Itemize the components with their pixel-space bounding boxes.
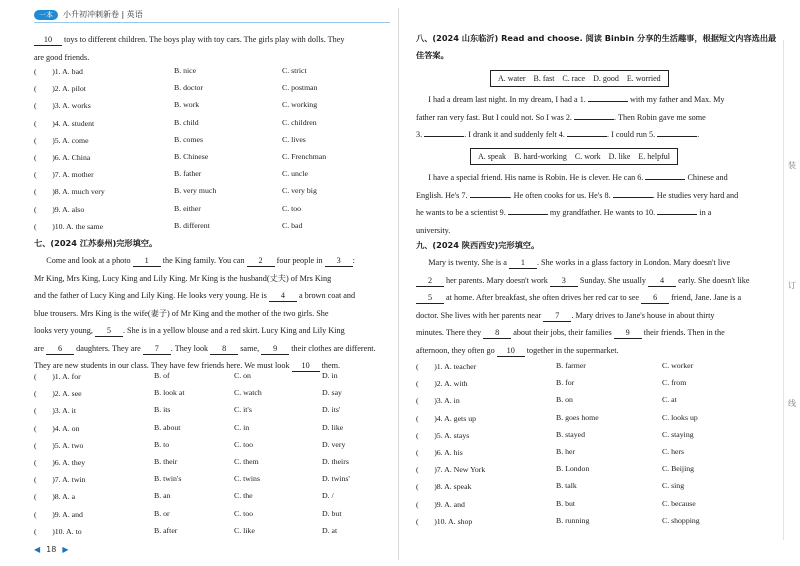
blank-10[interactable]: 10 xyxy=(292,360,320,372)
prev-page-icon[interactable]: ◀ xyxy=(34,545,41,554)
answer-line-4[interactable] xyxy=(567,136,607,137)
blank-5[interactable]: 5 xyxy=(95,325,123,337)
answer-line-9[interactable] xyxy=(508,214,548,215)
section-8-title: 八、(2024 山东临沂) Read and choose. 阅读 Binbin 分享的生活趣事，根据短文内容选出最 佳答案。 xyxy=(416,33,777,60)
page-number: 18 xyxy=(46,545,57,554)
option-row: ( )6. A. China B. Chinese C. Frenchman xyxy=(34,151,327,162)
option-row: ( )8. A. a B. an C. the D. / xyxy=(34,491,334,502)
blank-4[interactable]: 4 xyxy=(648,275,676,287)
binding-line xyxy=(783,40,784,540)
answer-line-2[interactable] xyxy=(574,119,614,120)
blank-8[interactable]: 8 xyxy=(210,343,238,355)
option-row: ( )3. A. it B. its C. it's D. its' xyxy=(34,405,341,416)
blank-2[interactable]: 2 xyxy=(416,275,444,287)
answer-line-10[interactable] xyxy=(657,214,697,215)
option-row: ( )2. A. see B. look at C. watch D. say xyxy=(34,388,342,399)
blank-2[interactable]: 2 xyxy=(247,255,275,267)
word-bank-2: A. speak B. hard-working C. work D. like E. helpful xyxy=(470,148,678,165)
section-6-options xyxy=(34,64,390,236)
blank-6[interactable]: 6 xyxy=(641,292,669,304)
blank-5[interactable]: 5 xyxy=(416,292,444,304)
blank-1[interactable]: 1 xyxy=(509,257,537,269)
option-row: ( )9. A. and B. but C. because xyxy=(416,498,696,509)
page-footer xyxy=(34,545,69,554)
blank-9[interactable]: 9 xyxy=(261,343,289,355)
option-row: ( )8. A. speak B. talk C. sing xyxy=(416,481,685,492)
option-row: ( )7. A. New York B. London C. Beijing xyxy=(416,464,695,475)
passage-8b: I have a special friend. His name is Robin. He is clever. He can 6. Chinese and English. He's 7. . He often cooks for us. He's 8. . He studies very hard and he wants to be a scientist 9. my grandfather. He wants to 10. in a university. xyxy=(416,173,739,235)
option-row: ( )2. A. with B. for C. from xyxy=(416,378,687,389)
book-logo: 一本 xyxy=(34,10,58,20)
word-bank-1: A. water B. fast C. race D. good E. worried xyxy=(490,70,669,87)
next-page-icon[interactable]: ▶ xyxy=(62,545,69,554)
answer-line-7[interactable] xyxy=(470,197,510,198)
blank-7[interactable]: 7 xyxy=(143,343,171,355)
blank-8[interactable]: 8 xyxy=(483,327,511,339)
option-row: ( )2. A. pilot B. doctor C. postman xyxy=(34,83,318,94)
option-row: ( )7. A. twin B. twin's C. twins D. twins' xyxy=(34,474,350,485)
blank-3[interactable]: 3 xyxy=(550,275,578,287)
option-row: ( )6. A. his B. her C. hers xyxy=(416,446,685,457)
option-row: ( )1. A. for B. of C. on D. in xyxy=(34,371,338,381)
option-row: ( )10. A. to B. after C. like D. at xyxy=(34,525,338,536)
blank-3[interactable]: 3 xyxy=(325,255,353,267)
page-header xyxy=(34,9,143,20)
blank-7[interactable]: 7 xyxy=(543,310,571,322)
passage-7: Come and look at a photo 1 the King family. You can 2 four people in 3 : Mr King, Mrs King, Lucy King and Lily King. Mr King is the husband(丈夫) of Mrs King and the father of Lucy King and Lily King. He looks very young. He is 4 a brown coat and blue trousers. Mrs King is the wife(妻子) of Mr King and the mother of the two girls. She looks very young, 5 . She is in a yellow blouse and a red skirt. Lucy King and Lily King are 6 daughters. They are 7 . They look 8 same, 9 their clothes are different. They are new students in our class. They have few friends here. We must look 10 them. xyxy=(34,256,376,370)
passage-6-ending: 10 toys to different children. The boys play with toy cars. The girls play with dolls. They are good friends. xyxy=(34,35,345,62)
binding-mark: 装 xyxy=(788,161,796,170)
option-row: ( )3. A. works B. work C. working xyxy=(34,100,318,111)
passage-8a: I had a dream last night. In my dream, I had a 1. with my father and Max. My father ran very fast. But I could not. So I was 2. . Then Robin gave me some 3. . I drank it and suddenly felt 4. . I could run 5. . xyxy=(416,95,725,139)
section-9-title: 九、(2024 陕西西安)完形填空。 xyxy=(416,240,540,250)
option-row: ( )6. A. they B. their C. them D. theirs xyxy=(34,456,349,467)
option-row: ( )10. A. shop B. running C. shopping xyxy=(416,515,700,526)
page-gutter xyxy=(398,8,399,560)
answer-line-5[interactable] xyxy=(657,136,697,137)
option-row: ( )8. A. much very B. very much C. very big xyxy=(34,186,317,197)
section-9-options xyxy=(416,359,766,531)
option-row: ( )10. A. the same B. different C. bad xyxy=(34,220,303,231)
option-row: ( )4. A. on B. about C. in D. like xyxy=(34,422,344,433)
answer-line-6[interactable] xyxy=(645,179,685,180)
header-divider xyxy=(34,22,390,23)
option-row: ( )4. A. gets up B. goes home C. looks up xyxy=(416,412,698,423)
option-row: ( )1. A. bad B. nice C. strict xyxy=(34,66,307,76)
option-row: ( )9. A. also B. either C. too xyxy=(34,203,302,214)
blank-1[interactable]: 1 xyxy=(133,255,161,267)
passage-9: Mary is twenty. She is a 1 . She works in a glass factory in London. Mary doesn't live 2 her parents. Mary doesn't work 3 Sunday. She usually 4 early. She doesn't like 5 at home. After breakfast, she often drives her red car to see 6 friend, Jane. Jane is a doctor. She lives with her parents near 7 . Mary drives to Jane's house in about thirty minutes. There they 8 about their jobs, their families 9 their friends. Then in the afternoon, they often go 10 together in the supermarket. xyxy=(416,258,750,355)
option-row: ( )1. A. teacher B. farmer C. worker xyxy=(416,361,694,371)
option-row: ( )5. A. come B. comes C. lives xyxy=(34,134,306,145)
section-7-title: 七、(2024 江苏泰州)完形填空。 xyxy=(34,238,158,248)
option-row: ( )9. A. and B. or C. too D. but xyxy=(34,508,342,519)
blank-6[interactable]: 6 xyxy=(46,343,74,355)
option-row: ( )4. A. student B. child C. children xyxy=(34,117,317,128)
option-row: ( )7. A. mother B. father C. uncle xyxy=(34,169,308,180)
option-row: ( )5. A. stays B. stayed C. staying xyxy=(416,429,694,440)
blank-4[interactable]: 4 xyxy=(269,290,297,302)
answer-line-1[interactable] xyxy=(588,101,628,102)
option-row: ( )3. A. in B. on C. at xyxy=(416,395,677,406)
book-title: 小升初冲刺新卷 | 英语 xyxy=(63,10,143,19)
blank-9[interactable]: 9 xyxy=(614,327,642,339)
binding-mark: 订 xyxy=(788,281,796,290)
blank-10[interactable]: 10 xyxy=(497,345,525,357)
section-7-options xyxy=(34,369,390,541)
answer-line-3[interactable] xyxy=(424,136,464,137)
answer-line-8[interactable] xyxy=(613,197,653,198)
binding-mark: 线 xyxy=(788,399,796,408)
right-page xyxy=(404,0,800,566)
answer-blank-10[interactable]: 10 xyxy=(34,34,62,46)
option-row: ( )5. A. two B. to C. too D. very xyxy=(34,439,346,450)
